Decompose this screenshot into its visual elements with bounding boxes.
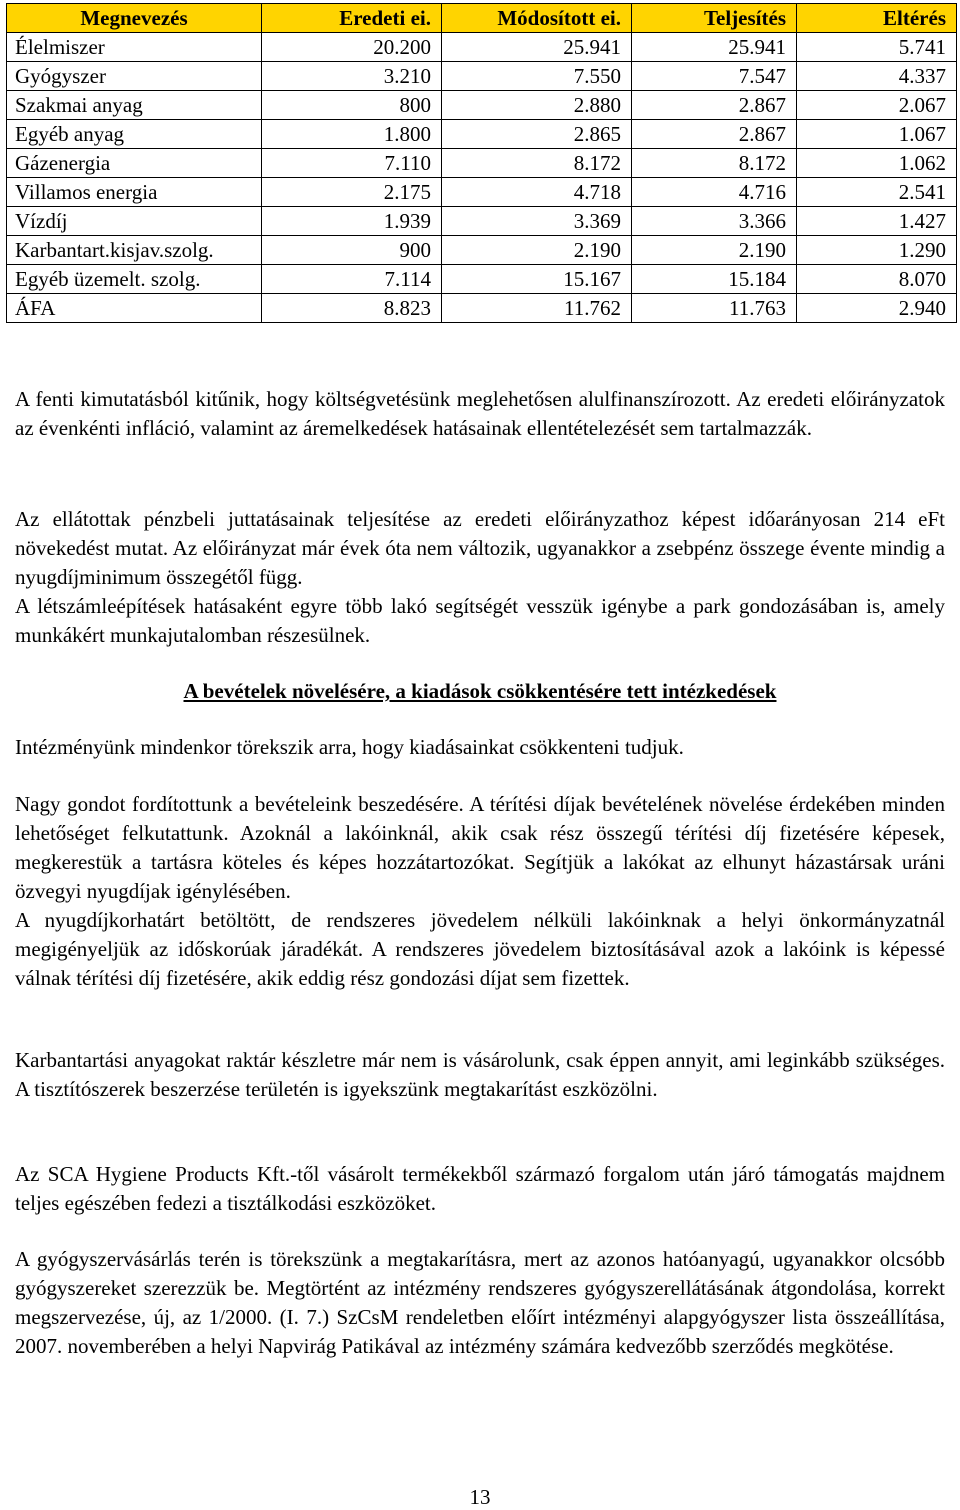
row-label: Élelmiszer <box>7 33 262 62</box>
header-name: Megnevezés <box>7 4 262 33</box>
row-value: 11.763 <box>632 294 797 323</box>
row-label: Villamos energia <box>7 178 262 207</box>
row-value: 900 <box>262 236 442 265</box>
row-value: 8.823 <box>262 294 442 323</box>
row-value: 2.190 <box>632 236 797 265</box>
page-number: 13 <box>469 1485 491 1509</box>
paragraph-pharmacy: A gyógyszervásárlás terén is törekszünk a megtakarításra, mert az azonos hatóanyagú, ugyanakkor olcsóbb gyógyszereket szerezzük be. Megtörtént az intézmény rendszeres gyógyszerellátásának átgondolása, korrekt megszervezése, új, az 1/2000. (I. 7.) SzCsM rendeletben előírt intézményi alapgyógyszer lista összeállítása, 2007. novemberében a helyi Napvirág Patikával az intézmény számára kedvezőbb szerződés megkötése. <box>15 1247 945 1358</box>
row-label: Szakmai anyag <box>7 91 262 120</box>
row-label: Karbantart.kisjav.szolg. <box>7 236 262 265</box>
row-value: 1.290 <box>797 236 957 265</box>
row-value: 3.210 <box>262 62 442 91</box>
row-value: 2.190 <box>442 236 632 265</box>
row-value: 7.110 <box>262 149 442 178</box>
row-value: 4.718 <box>442 178 632 207</box>
paragraph-staff-reduction: A létszámleépítések hatásaként egyre több lakó segítségét vesszük igénybe a park gondozásában is, amely munkákért munkajutalomban részesülnek. <box>15 594 945 647</box>
row-value: 15.167 <box>442 265 632 294</box>
row-value: 7.547 <box>632 62 797 91</box>
header-original: Eredeti ei. <box>262 4 442 33</box>
row-value: 1.800 <box>262 120 442 149</box>
table-row <box>7 236 957 265</box>
row-value: 25.941 <box>442 33 632 62</box>
paragraph-sca-support: Az SCA Hygiene Products Kft.-től vásárolt termékekből származó forgalom után járó támogatás majdnem teljes egészében fedezi a tisztálkodási eszközöket. <box>15 1162 945 1215</box>
row-value: 2.865 <box>442 120 632 149</box>
row-value: 7.550 <box>442 62 632 91</box>
table-row <box>7 265 957 294</box>
paragraph-cost-reduction: Intézményünk mindenkor törekszik arra, hogy kiadásainkat csökkenteni tudjuk. <box>15 735 684 759</box>
row-value: 2.880 <box>442 91 632 120</box>
table-row <box>7 120 957 149</box>
row-value: 4.337 <box>797 62 957 91</box>
row-value: 7.114 <box>262 265 442 294</box>
row-value: 1.939 <box>262 207 442 236</box>
row-value: 8.070 <box>797 265 957 294</box>
row-value: 11.762 <box>442 294 632 323</box>
row-value: 2.940 <box>797 294 957 323</box>
row-value: 3.366 <box>632 207 797 236</box>
table-row <box>7 207 957 236</box>
table-header-row <box>7 4 957 33</box>
row-value: 4.716 <box>632 178 797 207</box>
row-value: 2.175 <box>262 178 442 207</box>
paragraph-underfinancing: A fenti kimutatásból kitűnik, hogy költségvetésünk meglehetősen alulfinanszírozott. Az eredeti előirányzatok az évenkénti infláció, valamint az áremelkedések hatásainak ellentételezését sem tartalmazzák. <box>15 387 945 440</box>
row-label: Vízdíj <box>7 207 262 236</box>
row-value: 2.541 <box>797 178 957 207</box>
row-label: Egyéb üzemelt. szolg. <box>7 265 262 294</box>
section-heading: A bevételek növelésére, a kiadások csökkentésére tett intézkedések <box>183 679 777 703</box>
header-modified: Módosított ei. <box>442 4 632 33</box>
budget-table <box>6 3 957 323</box>
paragraph-maintenance: Karbantartási anyagokat raktár készletre már nem is vásárolunk, csak éppen annyit, ami leginkább szükséges. A tisztítószerek beszerzése területén is igyekszünk megtakarítást eszközölni. <box>15 1048 945 1101</box>
row-label: Gázenergia <box>7 149 262 178</box>
row-value: 15.184 <box>632 265 797 294</box>
row-value: 2.067 <box>797 91 957 120</box>
row-value: 800 <box>262 91 442 120</box>
row-value: 25.941 <box>632 33 797 62</box>
table-row <box>7 149 957 178</box>
table-row <box>7 91 957 120</box>
paragraph-pension-allowance: A nyugdíjkorhatárt betöltött, de rendszeres jövedelem nélküli lakóinknak a helyi önkormányzatnál megigényeljük az időskorúak járadékát. A rendszeres jövedelem biztosításával azok a lakóink is képessé válnak térítési díj fizetésére, akik eddig rész gondozási díjat sem fizettek. <box>15 908 945 990</box>
row-value: 1.067 <box>797 120 957 149</box>
table-row <box>7 178 957 207</box>
row-value: 8.172 <box>632 149 797 178</box>
table-row <box>7 33 957 62</box>
row-value: 2.867 <box>632 91 797 120</box>
row-value: 20.200 <box>262 33 442 62</box>
table-row <box>7 294 957 323</box>
header-performance: Teljesítés <box>632 4 797 33</box>
header-difference: Eltérés <box>797 4 957 33</box>
row-value: 5.741 <box>797 33 957 62</box>
row-value: 8.172 <box>442 149 632 178</box>
paragraph-allowance: Az ellátottak pénzbeli juttatásainak teljesítése az eredeti előirányzathoz képest időarányosan 214 eFt növekedést mutat. Az előirányzat már évek óta nem változik, ugyanakkor a zsebpénz összege évente mindig a nyugdíjminimum összegétől függ. <box>15 507 945 589</box>
table-row <box>7 62 957 91</box>
row-label: Egyéb anyag <box>7 120 262 149</box>
row-value: 2.867 <box>632 120 797 149</box>
row-label: ÁFA <box>7 294 262 323</box>
row-value: 3.369 <box>442 207 632 236</box>
row-value: 1.427 <box>797 207 957 236</box>
row-label: Gyógyszer <box>7 62 262 91</box>
paragraph-revenue-collection: Nagy gondot fordítottunk a bevételeink beszedésére. A térítési díjak bevételének növelése érdekében minden lehetőséget felkutattunk. Azoknál a lakóinknál, akik csak rész összegű térítési díj fizetésére képesek, megkerestük a tartásra köteles és képes hozzátartozókat. Segítjük a lakókat az elhunyt házastársak uráni özvegyi nyugdíjak igénylésében. <box>15 792 945 903</box>
row-value: 1.062 <box>797 149 957 178</box>
